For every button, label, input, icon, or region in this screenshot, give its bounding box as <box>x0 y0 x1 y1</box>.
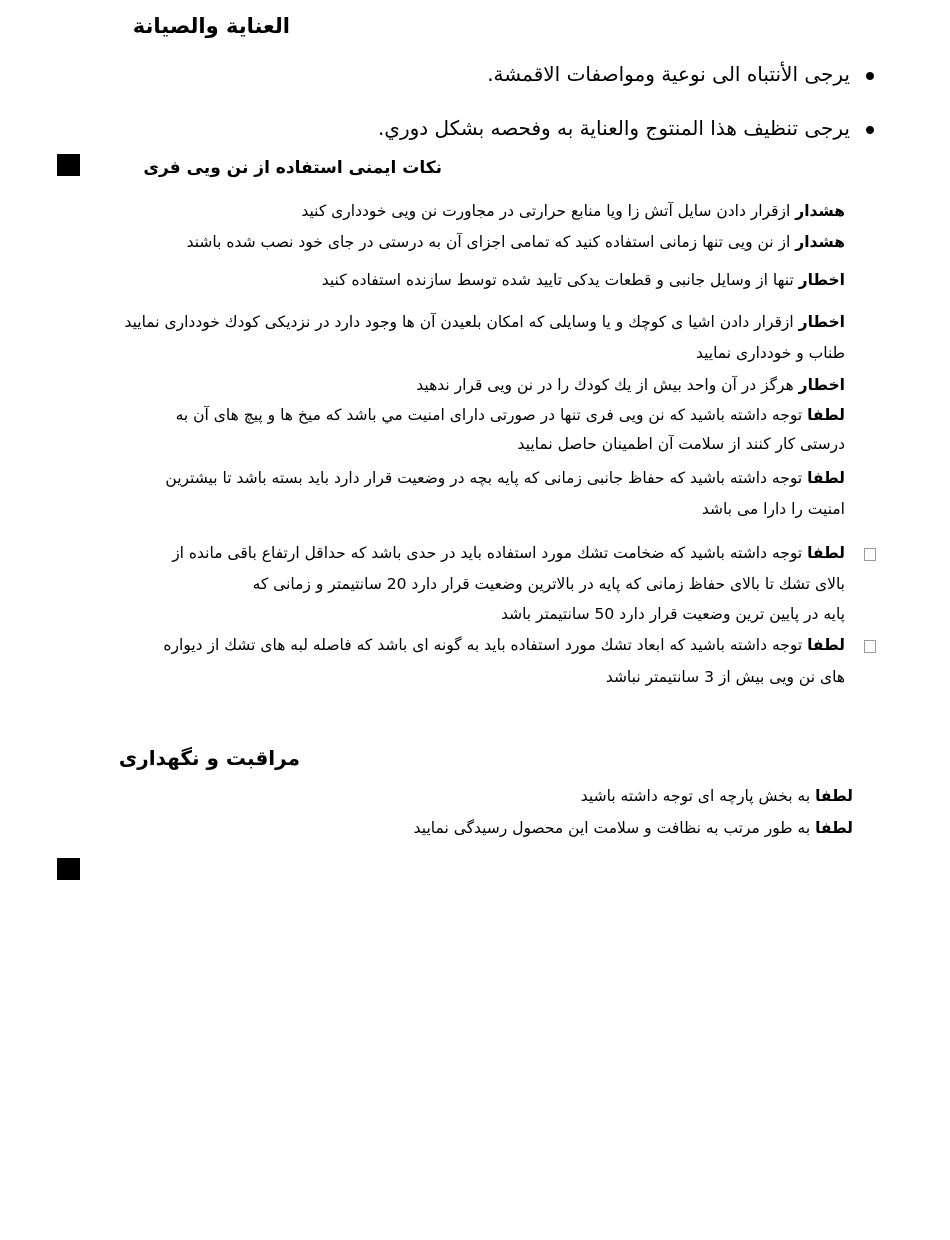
persian-section-title: نكات ايمنی استفاده از نن ويی فری <box>143 158 442 178</box>
section-marker-square <box>57 858 80 880</box>
arabic-title: العناية والصيانة <box>132 14 290 38</box>
checkbox-icon <box>864 640 876 653</box>
note-text-continued: پايه در پايين ترين وضعيت قرار دارد 50 سانتيمتر باشد <box>500 605 845 623</box>
checkbox-icon <box>864 548 876 561</box>
bullet-dot <box>866 72 874 80</box>
bullet-dot <box>866 126 874 134</box>
caution-keyword: اخطار <box>798 313 845 331</box>
note-keyword: لطفا <box>807 636 845 654</box>
caution-keyword: اخطار <box>798 271 845 289</box>
caution-line <box>322 269 845 291</box>
note-text-continued: امنيت را دارا می باشد <box>701 500 845 518</box>
note-keyword: لطفا <box>807 469 845 487</box>
note-line <box>165 467 845 489</box>
note-text: توجه داشته باشيد كه نن ويی فری تنها در صورتی دارای امنيت مي باشد كه ميخ ها و پيچ های آن به <box>175 406 803 424</box>
care-line <box>414 817 853 839</box>
note-line <box>163 634 845 656</box>
caution-line <box>124 311 845 333</box>
note-text-continued: های نن ويی بيش از 3 سانتيمتر نباشد <box>605 668 845 686</box>
caution-text: هرگز در آن واحد بيش از يك كودك را در نن ويی قرار ندهيد <box>416 376 794 394</box>
arabic-bullet-1: يرجى الأنتباه الى نوعية ومواصفات الاقمشة. <box>487 62 850 86</box>
note-text: توجه داشته باشيد كه ابعاد تشك مورد استفاده بايد به گونه ای باشد كه فاصله لبه های تشك از ديواره <box>163 636 803 654</box>
care-keyword: لطفا <box>815 819 853 837</box>
care-text: به بخش پارچه ای توجه داشته باشيد <box>580 787 811 805</box>
care-text: به طور مرتب به نظافت و سلامت اين محصول رسيدگی نماييد <box>413 819 811 837</box>
caution-keyword: اخطار <box>798 376 845 394</box>
note-text: توجه داشته باشيد كه حفاظ جانبی زمانی كه پايه بچه در وضعيت قرار دارد بايد بسته باشد تا بيشترين <box>165 469 803 487</box>
section-marker-square <box>57 154 80 176</box>
caution-text: ازقرار دادن اشيا ی كوچك و يا وسايلی كه امكان بلعيدن آن ها وجود دارد در نزديكی كودك خودداری نماييد <box>124 313 794 331</box>
note-keyword: لطفا <box>807 406 845 424</box>
warning-keyword: هشدار <box>795 202 845 220</box>
care-section-title: مراقبت و نگهداری <box>118 746 300 770</box>
caution-text-continued: طناب و خودداری نماييد <box>695 344 845 362</box>
note-keyword: لطفا <box>807 544 845 562</box>
note-line <box>172 542 845 564</box>
note-text-continued: درستی كار كنند از سلامت آن اطمينان حاصل نماييد <box>517 435 845 453</box>
warning-text: از نن ويی تنها زمانی استفاده كنيد كه تمامی اجزای آن به درستی در جای خود نصب شده باشند <box>186 233 791 251</box>
warning-keyword: هشدار <box>795 233 845 251</box>
caution-line <box>416 374 845 396</box>
warning-line <box>301 200 845 222</box>
care-keyword: لطفا <box>815 787 853 805</box>
caution-text: تنها از وسايل جانبی و قطعات يدكی تاييد شده توسط سازنده استفاده كنيد <box>321 271 794 289</box>
care-line <box>581 785 853 807</box>
note-line <box>176 404 845 426</box>
note-text: توجه داشته باشيد كه ضخامت تشك مورد استفاده بايد در حدی باشد كه حداقل ارتفاع باقی مانده از <box>172 544 803 562</box>
warning-line <box>187 231 845 253</box>
warning-text: ازقرار دادن سايل آتش زا ويا منابع حرارتی در مجاورت نن ويی خودداری كنيد <box>301 202 791 220</box>
note-text-continued: بالای تشك تا بالای حفاظ زمانی كه پايه در بالاترين وضعيت قرار دارد 20 سانتيمتر و زمانی كه <box>252 575 845 593</box>
arabic-bullet-2: يرجى تنظيف هذا المنتوج والعناية به وفحصه بشكل دوري. <box>377 116 850 140</box>
